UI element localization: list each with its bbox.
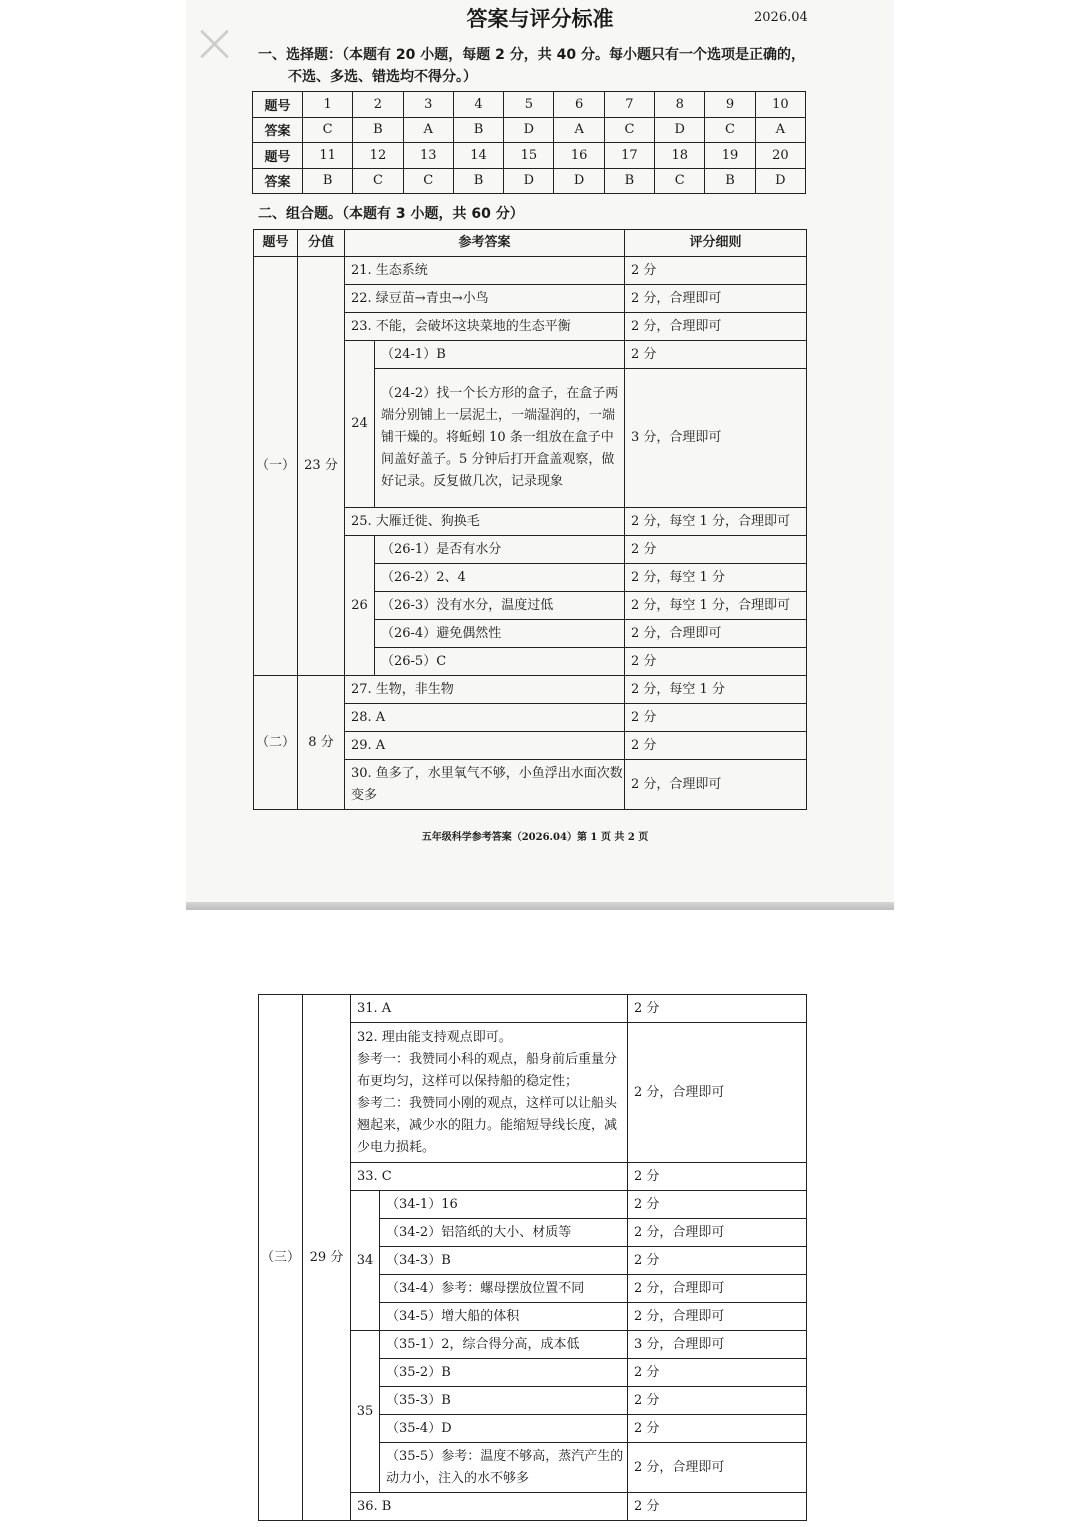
rule-cell: 2 分 [625,704,807,732]
combined-questions-table [253,229,807,810]
table-row [254,676,807,704]
cell: C [705,117,755,143]
answer-cell: 25. 大雁迁徙、狗换毛 [345,508,625,536]
answer-cell: 32. 理由能支持观点即可。 参考一：我赞同小科的观点，船身前后重量分布更均匀，这样可以保持船的稳定性； 参考二：我赞同小刚的观点，这样可以让船头翘起来，减少水的阻力。能缩短导线长度，减少电力损耗。 [351,1023,628,1163]
row-label: 题号 [253,92,303,118]
answer-cell: （35-3）B [380,1387,628,1415]
question-number: 34 [351,1191,380,1331]
answer-cell: （24-1）B [375,341,625,369]
cell: C [303,117,353,143]
rule-cell: 3 分，合理即可 [625,369,807,508]
cell: C [604,117,654,143]
page-edge [186,902,894,910]
answer-cell: （34-1）16 [380,1191,628,1219]
rule-cell: 2 分 [628,1493,807,1521]
answer-cell: 28. A [345,704,625,732]
header-question: 题号 [254,230,298,257]
cell: D [655,117,705,143]
cell: 19 [705,143,755,169]
cell: 2 [353,92,403,118]
rule-cell: 2 分，合理即可 [628,1219,807,1247]
answer-cell: （26-5）C [375,648,625,676]
header-answer: 参考答案 [345,230,625,257]
cell: 14 [453,143,503,169]
cell: A [755,117,805,143]
answer-cell: 30. 鱼多了，水里氧气不够，小鱼浮出水面次数变多 [345,760,625,810]
answer-cell: （34-3）B [380,1247,628,1275]
answer-cell: （34-4）参考：螺母摆放位置不同 [380,1275,628,1303]
rule-cell: 2 分，合理即可 [625,285,807,313]
answer-cell: 29. A [345,732,625,760]
cell: 3 [403,92,453,118]
row-label: 答案 [253,117,303,143]
section-1-heading: 一、选择题：（本题有 20 小题，每题 2 分，共 40 分。每小题只有一个选项是正确的， 不选、多选、错选均不得分。） [258,47,805,85]
answer-cell: 31. A [351,995,628,1023]
answer-cell: （26-1）是否有水分 [375,536,625,564]
rule-cell: 2 分，每空 1 分 [625,564,807,592]
answer-cell: 23. 不能，会破坏这块菜地的生态平衡 [345,313,625,341]
rule-cell: 2 分 [625,732,807,760]
cell: 16 [554,143,604,169]
answer-cell: 36. B [351,1493,628,1521]
cell: 12 [353,143,403,169]
group-score: 8 分 [298,676,345,810]
answer-cell: （26-3）没有水分，温度过低 [375,592,625,620]
rule-cell: 2 分，合理即可 [628,1023,807,1163]
group-score: 23 分 [298,257,345,676]
rule-cell: 2 分 [628,1387,807,1415]
cell: 10 [755,92,805,118]
cell: 5 [504,92,554,118]
rule-cell: 2 分，合理即可 [625,620,807,648]
answer-cell: （35-2）B [380,1359,628,1387]
group-label: （二） [254,676,298,810]
close-icon[interactable] [198,28,230,60]
cell: B [353,117,403,143]
cell: A [403,117,453,143]
table-header [254,230,807,257]
answer-cell: 22. 绿豆苗→青虫→小鸟 [345,285,625,313]
cell: C [655,168,705,194]
rule-cell: 2 分 [628,1163,807,1191]
multiple-choice-answer-table [252,91,806,194]
rule-cell: 2 分，合理即可 [625,313,807,341]
answer-cell: 33. C [351,1163,628,1191]
exam-date: 2026.04 [754,10,808,25]
cell: 18 [655,143,705,169]
cell: 17 [604,143,654,169]
cell: 9 [705,92,755,118]
rule-cell: 2 分 [628,995,807,1023]
rule-cell: 2 分，合理即可 [628,1303,807,1331]
cell: D [554,168,604,194]
answer-cell: （34-2）铝箔纸的大小、材质等 [380,1219,628,1247]
page-footer: 五年级科学参考答案（2026.04）第 1 页 共 2 页 [421,832,649,843]
rule-cell: 2 分，每空 1 分 [625,676,807,704]
group-3-table [258,994,807,1521]
cell: B [303,168,353,194]
cell: 7 [604,92,654,118]
answer-cell: 21. 生态系统 [345,257,625,285]
answer-cell: （26-2）2、4 [375,564,625,592]
rule-cell: 2 分 [625,341,807,369]
answer-cell: （26-4）避免偶然性 [375,620,625,648]
cell: 15 [504,143,554,169]
question-number: 35 [351,1331,380,1493]
cell: A [554,117,604,143]
question-number-row [253,143,806,169]
cell: D [755,168,805,194]
cell: D [504,168,554,194]
cell: C [353,168,403,194]
rule-cell: 2 分 [625,648,807,676]
answer-row [253,117,806,143]
cell: 8 [655,92,705,118]
answer-cell: （35-4）D [380,1415,628,1443]
question-number-row [253,92,806,118]
group-label: （三） [259,995,303,1521]
rule-cell: 2 分，每空 1 分，合理即可 [625,592,807,620]
cell: 11 [303,143,353,169]
cell: 6 [554,92,604,118]
group-score: 29 分 [303,995,351,1521]
rule-cell: 2 分，每空 1 分，合理即可 [625,508,807,536]
rule-cell: 2 分 [628,1415,807,1443]
header-score: 分值 [298,230,345,257]
rule-cell: 3 分，合理即可 [628,1331,807,1359]
answer-row [253,168,806,194]
answer-cell: （34-5）增大船的体积 [380,1303,628,1331]
section-2-heading: 二、组合题。（本题有 3 小题，共 60 分） [258,206,524,222]
row-label: 题号 [253,143,303,169]
cell: 13 [403,143,453,169]
cell: B [705,168,755,194]
cell: 20 [755,143,805,169]
rule-cell: 2 分，合理即可 [628,1443,807,1493]
cell: B [453,117,503,143]
rule-cell: 2 分 [628,1359,807,1387]
cell: D [504,117,554,143]
cell: C [403,168,453,194]
answer-cell: （35-1）2，综合得分高，成本低 [380,1331,628,1359]
row-label: 答案 [253,168,303,194]
answer-cell: （24-2）找一个长方形的盒子，在盒子两端分别铺上一层泥土，一端湿润的，一端铺干燥的。将蚯蚓 10 条一组放在盒子中间盖好盖子。5 分钟后打开盒盖观察，做好记录。反复做几次，记录现象 [375,369,625,508]
rule-cell: 2 分 [625,536,807,564]
rule-cell: 2 分 [628,1247,807,1275]
table-row [254,257,807,285]
answer-cell: （35-5）参考：温度不够高，蒸汽产生的动力小，注入的水不够多 [380,1443,628,1493]
cell: 4 [453,92,503,118]
question-number: 26 [345,536,375,676]
rule-cell: 2 分 [628,1191,807,1219]
header-rule: 评分细则 [625,230,807,257]
cell: 1 [303,92,353,118]
group-label: （一） [254,257,298,676]
rule-cell: 2 分，合理即可 [625,760,807,810]
rule-cell: 2 分，合理即可 [628,1275,807,1303]
cell: B [604,168,654,194]
cell: B [453,168,503,194]
rule-cell: 2 分 [625,257,807,285]
page-title: 答案与评分标准 [466,7,614,31]
question-number: 24 [345,341,375,508]
answer-cell: 27. 生物，非生物 [345,676,625,704]
table-row [259,995,807,1023]
